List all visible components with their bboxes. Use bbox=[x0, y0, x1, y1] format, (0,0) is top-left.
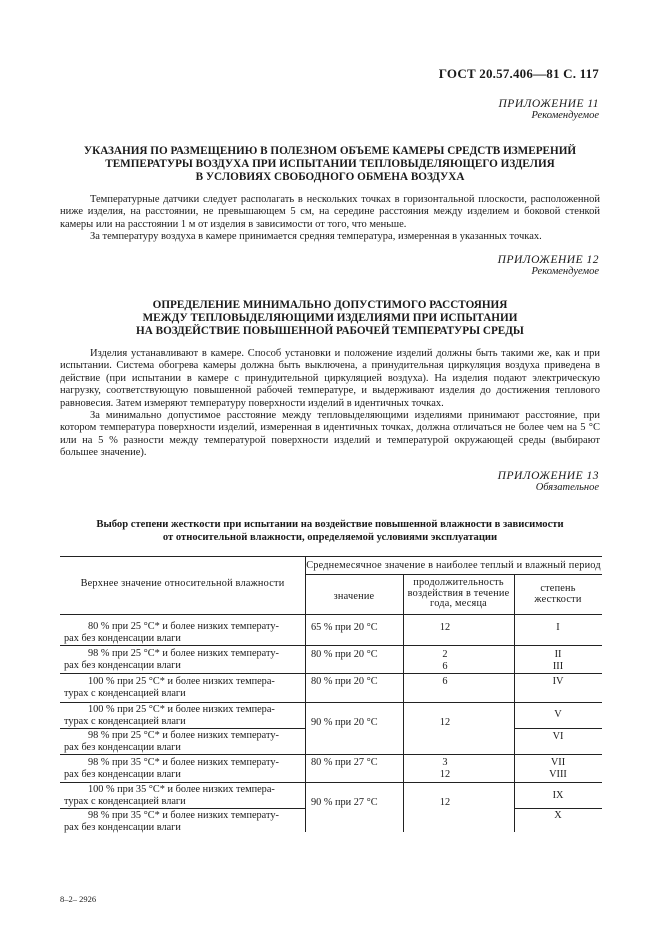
humidity-cell: рах без конденсации влаги bbox=[64, 632, 181, 644]
header-line: продолжительность bbox=[413, 577, 504, 588]
duration-cell: 12 bbox=[439, 797, 451, 808]
value-cell: 90 % при 27 °С bbox=[311, 797, 378, 808]
severity-cell: VII bbox=[550, 757, 566, 768]
humidity-cell: турах с конденсацией влаги bbox=[64, 687, 186, 699]
column-header-value: значение bbox=[333, 591, 375, 602]
table-row bbox=[64, 704, 304, 727]
severity-cell: I bbox=[556, 622, 560, 633]
title-line: ОПРЕДЕЛЕНИЕ МИНИМАЛЬНО ДОПУСТИМОГО РАССТОЯНИЯ bbox=[152, 299, 508, 311]
humidity-cell: рах без конденсации влаги bbox=[64, 659, 181, 671]
appendix-12-text bbox=[60, 348, 600, 460]
appendix-number: ПРИЛОЖЕНИЕ 13 bbox=[497, 470, 599, 482]
humidity-cell: турах с конденсацией влаги bbox=[64, 795, 186, 807]
severity-cell: III bbox=[552, 661, 564, 672]
header-line: жесткости bbox=[534, 593, 582, 605]
appendix-13-label bbox=[498, 470, 599, 493]
duration-cell: 6 bbox=[442, 676, 448, 687]
appendix-11-title bbox=[60, 145, 600, 184]
duration-cell: 3 bbox=[442, 757, 448, 768]
duration-cell: 6 bbox=[442, 661, 448, 672]
table-row bbox=[64, 757, 304, 780]
table-title-line: Выбор степени жесткости при испытании на воздействие повышенной влажности в зависимости bbox=[96, 519, 564, 530]
value-cell: 80 % при 20 °С bbox=[311, 649, 378, 660]
table-row bbox=[64, 784, 304, 807]
table-title bbox=[60, 518, 600, 544]
severity-cell: V bbox=[554, 709, 562, 720]
header-line: года, месяца bbox=[430, 598, 487, 609]
document-header: ГОСТ 20.57.406—81 С. 117 bbox=[438, 66, 599, 81]
duration-cell: 12 bbox=[439, 622, 451, 633]
value-cell: 90 % при 20 °С bbox=[311, 717, 378, 728]
title-line: НА ВОЗДЕЙСТВИЕ ПОВЫШЕННОЙ РАБОЧЕЙ ТЕМПЕРАТУРЫ СРЕДЫ bbox=[136, 325, 524, 337]
table-row bbox=[64, 810, 304, 833]
humidity-cell: 98 % при 25 °С* и более низких температу- bbox=[88, 730, 279, 741]
table-row bbox=[64, 648, 304, 671]
humidity-cell: 98 % при 25 °С* и более низких температу- bbox=[88, 648, 279, 659]
value-cell: 80 % при 20 °С bbox=[311, 676, 378, 687]
humidity-cell: рах без конденсации влаги bbox=[64, 821, 181, 833]
table-row bbox=[64, 676, 304, 699]
title-line: УКАЗАНИЯ ПО РАЗМЕЩЕНИЮ В ПОЛЕЗНОМ ОБЪЕМЕ КАМЕРЫ СРЕДСТВ ИЗМЕРЕНИЙ bbox=[83, 145, 577, 157]
header-line: воздействия в течение bbox=[407, 587, 510, 599]
humidity-cell: рах без конденсации влаги bbox=[64, 741, 181, 753]
severity-cell: VIII bbox=[549, 769, 567, 780]
title-line: В УСЛОВИЯХ СВОБОДНОГО ОБМЕНА ВОЗДУХА bbox=[195, 171, 465, 183]
appendix-11-label bbox=[498, 98, 599, 121]
duration-cell: 12 bbox=[439, 769, 451, 780]
title-line: МЕЖДУ ТЕПЛОВЫДЕЛЯЮЩИМИ ИЗДЕЛИЯМИ ПРИ ИСПЫТАНИИ bbox=[142, 312, 518, 324]
paragraph: Изделия устанавливают в камере. Способ установки и положение изделий должны быть такими же, как и при испытании. Система обогрева камеры должна быть выключена, а принудительная циркуляция воздуха приведена в действие (при испытании в камере с принудительной циркуляцией воздуха). На изделия подают электрическую нагрузку, соответствующую повышенной рабочей температуре, и выдерживают изделия до достижения теплового равновесия. Затем измеряют температуру поверхности изделий в идентичных точках. bbox=[60, 348, 600, 409]
humidity-cell: 98 % при 35 °С* и более низких температу- bbox=[88, 757, 279, 768]
appendix-status: Рекомендуемое bbox=[531, 110, 599, 121]
appendix-status: Рекомендуемое bbox=[531, 266, 599, 277]
appendix-number: ПРИЛОЖЕНИЕ 12 bbox=[497, 254, 599, 266]
value-cell: 80 % при 27 °С bbox=[311, 757, 378, 768]
appendix-status: Обязательное bbox=[535, 482, 599, 493]
table-row bbox=[64, 730, 304, 753]
column-group-header: Среднемесячное значение в наиболее теплый и влажный период bbox=[306, 560, 601, 571]
column-header-duration bbox=[403, 578, 514, 610]
duration-cell: 2 bbox=[442, 649, 448, 660]
humidity-cell: 98 % при 35 °С* и более низких температу- bbox=[88, 810, 279, 821]
severity-cell: IV bbox=[552, 676, 564, 687]
humidity-cell: 100 % при 25 °С* и более низких темпера- bbox=[88, 676, 275, 687]
humidity-cell: рах без конденсации влаги bbox=[64, 768, 181, 780]
severity-cell: IX bbox=[552, 790, 564, 801]
severity-cell: II bbox=[554, 649, 562, 660]
humidity-cell: 100 % при 35 °С* и более низких темпера- bbox=[88, 784, 275, 795]
paragraph: За температуру воздуха в камере принимается средняя температура, измеренная в указанных точках. bbox=[90, 231, 542, 243]
table-row bbox=[64, 621, 304, 644]
severity-cell: X bbox=[554, 810, 562, 821]
column-header-humidity: Верхнее значение относительной влажности bbox=[80, 578, 285, 589]
appendix-12-label bbox=[498, 254, 599, 277]
title-line: ТЕМПЕРАТУРЫ ВОЗДУХА ПРИ ИСПЫТАНИИ ТЕПЛОВЫДЕЛЯЮЩЕГО ИЗДЕЛИЯ bbox=[105, 158, 555, 170]
header-line: степень bbox=[540, 583, 576, 594]
print-code: 8–2– 2926 bbox=[60, 894, 97, 904]
paragraph: Температурные датчики следует располагать в нескольких точках в горизонтальной плоскости, расположенной ниже изделия, на расстоянии, не превышающем 5 см, на середине расстояния между изделием и боковой стенкой камеры или на расстоянии 1 м от изделия в зависимости от того, что меньше. bbox=[60, 194, 600, 230]
appendix-12-title bbox=[60, 299, 600, 338]
humidity-cell: 80 % при 25 °С* и более низких температу- bbox=[88, 621, 279, 632]
duration-cell: 12 bbox=[439, 717, 451, 728]
paragraph: За минимально допустимое расстояние между тепловыделяющими изделиями принимают расстояние, при котором температура поверхности изделий, измеренная в идентичных точках, должна отличаться не более чем на 5 °С или на 5 % разности между температурой поверхности изделий и температурой окружающей среды (выбирают большее значение). bbox=[60, 410, 600, 459]
table-title-line: от относительной влажности, определяемой условиями эксплуатации bbox=[162, 532, 498, 543]
humidity-cell: турах с конденсацией влаги bbox=[64, 715, 186, 727]
column-header-severity bbox=[514, 584, 602, 605]
appendix-11-text bbox=[60, 194, 600, 244]
appendix-number: ПРИЛОЖЕНИЕ 11 bbox=[498, 98, 599, 110]
severity-cell: VI bbox=[552, 731, 564, 742]
value-cell: 65 % при 20 °С bbox=[311, 622, 378, 633]
humidity-cell: 100 % при 25 °С* и более низких темпера- bbox=[88, 704, 275, 715]
